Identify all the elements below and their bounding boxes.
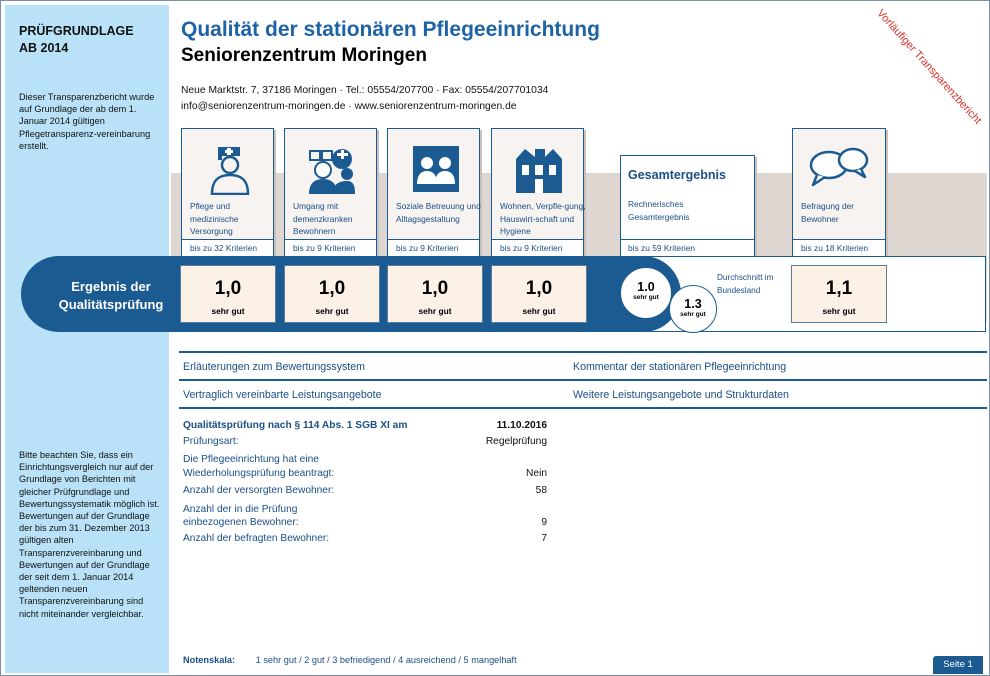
grade-text: sehr gut (822, 306, 856, 316)
facility-name: Seniorenzentrum Moringen (181, 45, 427, 66)
total-criteria: bis zu 59 Kriterien (621, 239, 754, 256)
category-card-survey[interactable] (792, 128, 886, 257)
category-criteria: bis zu 9 Kriterien (285, 239, 376, 256)
detail-key: einbezogenen Bewohner: (183, 517, 299, 528)
category-card-care[interactable] (181, 128, 274, 257)
detail-value: 11.10.2016 (496, 420, 547, 431)
grade-box-living (491, 265, 587, 323)
grade-box-survey (791, 265, 887, 323)
grade-text: sehr gut (418, 306, 452, 316)
detail-value: 7 (541, 533, 547, 544)
page-number: Seite 1 (933, 656, 983, 674)
grade-text: sehr gut (211, 306, 245, 316)
category-criteria: bis zu 32 Kriterien (182, 239, 273, 256)
divider (179, 407, 987, 409)
result-bar-label: Ergebnis der Qualitätsprüfung (58, 279, 164, 312)
grade-value: 1,0 (525, 278, 553, 299)
sidebar (5, 5, 169, 673)
grade-box-social (387, 265, 483, 323)
grading-scale (183, 655, 517, 665)
category-label: Wohnen, Verpfle-gung, Hauswirt-schaft und Hygiene (500, 201, 586, 236)
category-label: Umgang mit demenzkranken Bewohnern (293, 201, 353, 236)
category-card-living[interactable] (491, 128, 584, 257)
nurse-icon (206, 145, 254, 195)
detail-key: Anzahl der in die Prüfung (183, 504, 298, 515)
state-average-label: Durchschnitt im Bundesland (717, 273, 774, 295)
link-comment[interactable]: Kommentar der stationären Pflegeeinrichtung (573, 361, 787, 373)
detail-key: Anzahl der versorgten Bewohner: (183, 485, 335, 496)
grading-scale-label: Notenskala: (183, 655, 236, 665)
category-criteria: bis zu 9 Kriterien (388, 239, 479, 256)
detail-key: Prüfungsart: (183, 436, 239, 447)
average-grade-text: sehr gut (680, 311, 706, 318)
total-result-card[interactable] (620, 155, 755, 257)
grade-value: 1,0 (421, 278, 449, 299)
category-card-social[interactable] (387, 128, 480, 257)
detail-value: 58 (535, 485, 547, 496)
category-label: Soziale Betreuung und Alltagsgestaltung (396, 201, 481, 224)
preliminary-stamp: Vorläufiger Transparenzbericht (874, 7, 984, 127)
facility-address: Neue Marktstr. 7, 37186 Moringen · Tel.: 05554/207700 · Fax: 05554/207701034 (181, 85, 549, 96)
detail-key: Die Pflegeeinrichtung hat eine (183, 454, 319, 465)
people-icon (412, 145, 460, 195)
grade-value: 1,1 (825, 278, 853, 299)
speech-bubbles-icon (805, 145, 873, 195)
category-card-dementia[interactable] (284, 128, 377, 257)
divider (179, 379, 987, 381)
grade-box-dementia (284, 265, 380, 323)
detail-key: Qualitätsprüfung nach § 114 Abs. 1 SGB XI am (183, 420, 408, 431)
divider (179, 351, 987, 353)
state-average-circle (669, 285, 717, 333)
total-title: Gesamtergebnis (628, 168, 726, 182)
average-grade-value: 1.3 (684, 297, 702, 311)
link-more-services[interactable]: Weitere Leistungsangebote und Strukturdaten (573, 389, 789, 401)
grade-box-care (180, 265, 276, 323)
sidebar-intro: Dieser Transparenzbericht wurde auf Grundlage der ab dem 1. Januar 2014 gültigen Pflegetransparenz-vereinbarung erstellt. (19, 92, 155, 151)
dementia-care-icon (301, 145, 361, 195)
link-services[interactable]: Vertraglich vereinbarte Leistungsangebote (183, 389, 382, 401)
detail-key: Wiederholungsprüfung beantragt: (183, 468, 335, 479)
detail-value: Regelprüfung (485, 436, 547, 447)
total-grade-text: sehr gut (633, 294, 659, 301)
category-label: Befragung der Bewohner (801, 201, 855, 224)
category-criteria: bis zu 9 Kriterien (492, 239, 583, 256)
link-explanations[interactable]: Erläuterungen zum Bewertungssystem (183, 361, 365, 373)
total-grade-circle (620, 267, 672, 319)
total-label: Rechnerisches Gesamtergebnis (628, 199, 690, 222)
grade-text: sehr gut (315, 306, 349, 316)
grade-text: sehr gut (522, 306, 556, 316)
sidebar-note: Bitte beachten Sie, dass ein Einrichtungsvergleich nur auf der Grundlage von Berichten mit gleicher Prüfgrundlage und Bewertungssystematik möglich ist. Bewertungen auf der Grundlage der bis zum 31. Dezember 2013 gültigen alten Transparenzvereinbarung und Bewertungen auf der Grundlage der seit dem 1. Januar 2014 geltenden neuen Transparenzvereinbarung sind nicht miteinander vergleichbar. (19, 450, 160, 619)
detail-key: Anzahl der befragten Bewohner: (183, 533, 330, 544)
page-title: Qualität der stationären Pflegeeinrichtung (181, 18, 600, 41)
category-criteria: bis zu 18 Kriterien (793, 239, 885, 256)
grade-value: 1,0 (214, 278, 242, 299)
total-grade-value: 1.0 (637, 280, 655, 294)
facility-contact: info@seniorenzentrum-moringen.de · www.seniorenzentrum-moringen.de (181, 101, 517, 112)
building-icon (512, 145, 566, 195)
detail-value: 9 (541, 517, 547, 528)
category-label: Pflege und medizinische Versorgung (190, 201, 239, 236)
grading-scale-text: 1 sehr gut / 2 gut / 3 befriedigend / 4 ausreichend / 5 mangelhaft (255, 655, 517, 665)
grade-value: 1,0 (318, 278, 346, 299)
sidebar-title: PRÜFGRUNDLAGE AB 2014 (19, 24, 134, 55)
detail-value: Nein (526, 468, 547, 479)
